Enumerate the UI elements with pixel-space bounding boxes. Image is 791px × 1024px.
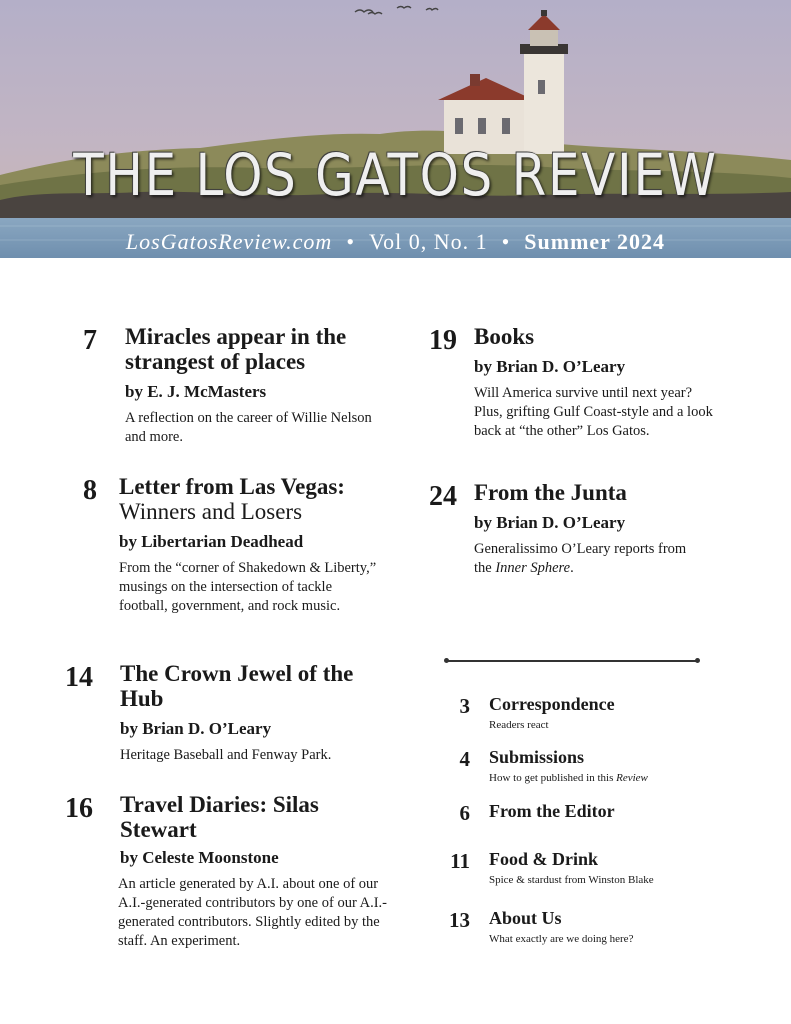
article-title: The Crown Jewel of the Hub: [120, 661, 354, 711]
article-title: From the Junta: [474, 480, 627, 505]
page-number: 24: [429, 481, 457, 512]
article-title: Books: [474, 324, 535, 349]
toc-entry[interactable]: [419, 480, 739, 578]
department-page-number: 11: [450, 849, 470, 873]
section-divider: [446, 660, 698, 662]
article-title: Miracles appear in the strangest of places: [125, 324, 347, 374]
separator: •: [346, 229, 356, 254]
toc-entry[interactable]: [57, 792, 387, 951]
article-title-main: Letter from Las Vegas:: [119, 474, 345, 499]
department-page-number: 13: [449, 908, 470, 932]
volume-label: Vol 0, No. 1: [369, 229, 488, 254]
department-title: Food & Drink: [489, 849, 599, 869]
masthead-title: THE LOS GATOS REVIEW: [73, 141, 718, 209]
article-byline: by E. J. McMasters: [125, 382, 267, 401]
article-description: A reflection on the career of Willie Nelson and more.: [125, 410, 372, 445]
page-number: 14: [65, 662, 93, 693]
department-title: About Us: [489, 908, 562, 928]
department-page-number: 3: [459, 694, 470, 718]
article-byline: by Brian D. O’Leary: [474, 357, 626, 376]
article-byline: by Celeste Moonstone: [120, 848, 279, 867]
department-subtitle: What exactly are we doing here?: [489, 933, 634, 945]
article-description-end: .: [570, 560, 574, 576]
toc-entry[interactable]: [419, 324, 739, 441]
article-description: Will America survive until next year? Plus, grifting Gulf Coast-style and a look back at “the other” Los Gatos.: [474, 385, 713, 439]
header-banner: [0, 0, 791, 258]
department-title: Correspondence: [489, 694, 615, 714]
page-number: 8: [83, 475, 97, 506]
article-description: An article generated by A.I. about one of our A.I.-generated contributors by one of our A.I.-generated contributors. Slightly edited by the staff. An experiment.: [118, 876, 387, 949]
department-subtitle: Readers react: [489, 719, 549, 731]
department-subtitle: Spice & stardust from Winston Blake: [489, 874, 654, 886]
lighthouse-photo: [0, 0, 791, 258]
department-title: From the Editor: [489, 801, 615, 821]
article-description: Heritage Baseball and Fenway Park.: [120, 747, 332, 763]
department-title: Submissions: [489, 747, 585, 767]
toc-entry[interactable]: [57, 474, 387, 616]
article-byline: by Brian D. O’Leary: [120, 719, 272, 738]
department-subtitle-emphasis: Review: [616, 772, 648, 784]
article-title: Travel Diaries: Silas Stewart: [120, 792, 319, 842]
article-subtitle: Winners and Losers: [119, 499, 303, 524]
season-label: Summer 2024: [524, 229, 666, 254]
article-description-emphasis: Inner Sphere: [495, 560, 571, 576]
department-subtitle: [489, 772, 648, 784]
tagline: [0, 229, 791, 255]
department-subtitle-text: How to get published in this: [489, 772, 617, 784]
department-page-number: 6: [459, 801, 470, 825]
article-byline: by Brian D. O’Leary: [474, 513, 626, 532]
article-byline: by Libertarian Deadhead: [119, 532, 304, 551]
separator: •: [501, 229, 511, 254]
page-number: 7: [83, 325, 97, 356]
page-number: 16: [65, 793, 93, 824]
article-description-text: Generalissimo O’Leary reports from the: [474, 541, 687, 576]
toc-entry[interactable]: [57, 324, 387, 447]
article-title: [119, 474, 387, 524]
department-page-number: 4: [459, 747, 470, 771]
toc-entry[interactable]: [57, 661, 387, 765]
page-number: 19: [429, 325, 457, 356]
article-description: From the “corner of Shakedown & Liberty,” musings on the intersection of tackle football, government, and rock music.: [119, 560, 377, 614]
article-description: [474, 540, 704, 578]
website-link[interactable]: LosGatosReview.com: [125, 229, 333, 254]
